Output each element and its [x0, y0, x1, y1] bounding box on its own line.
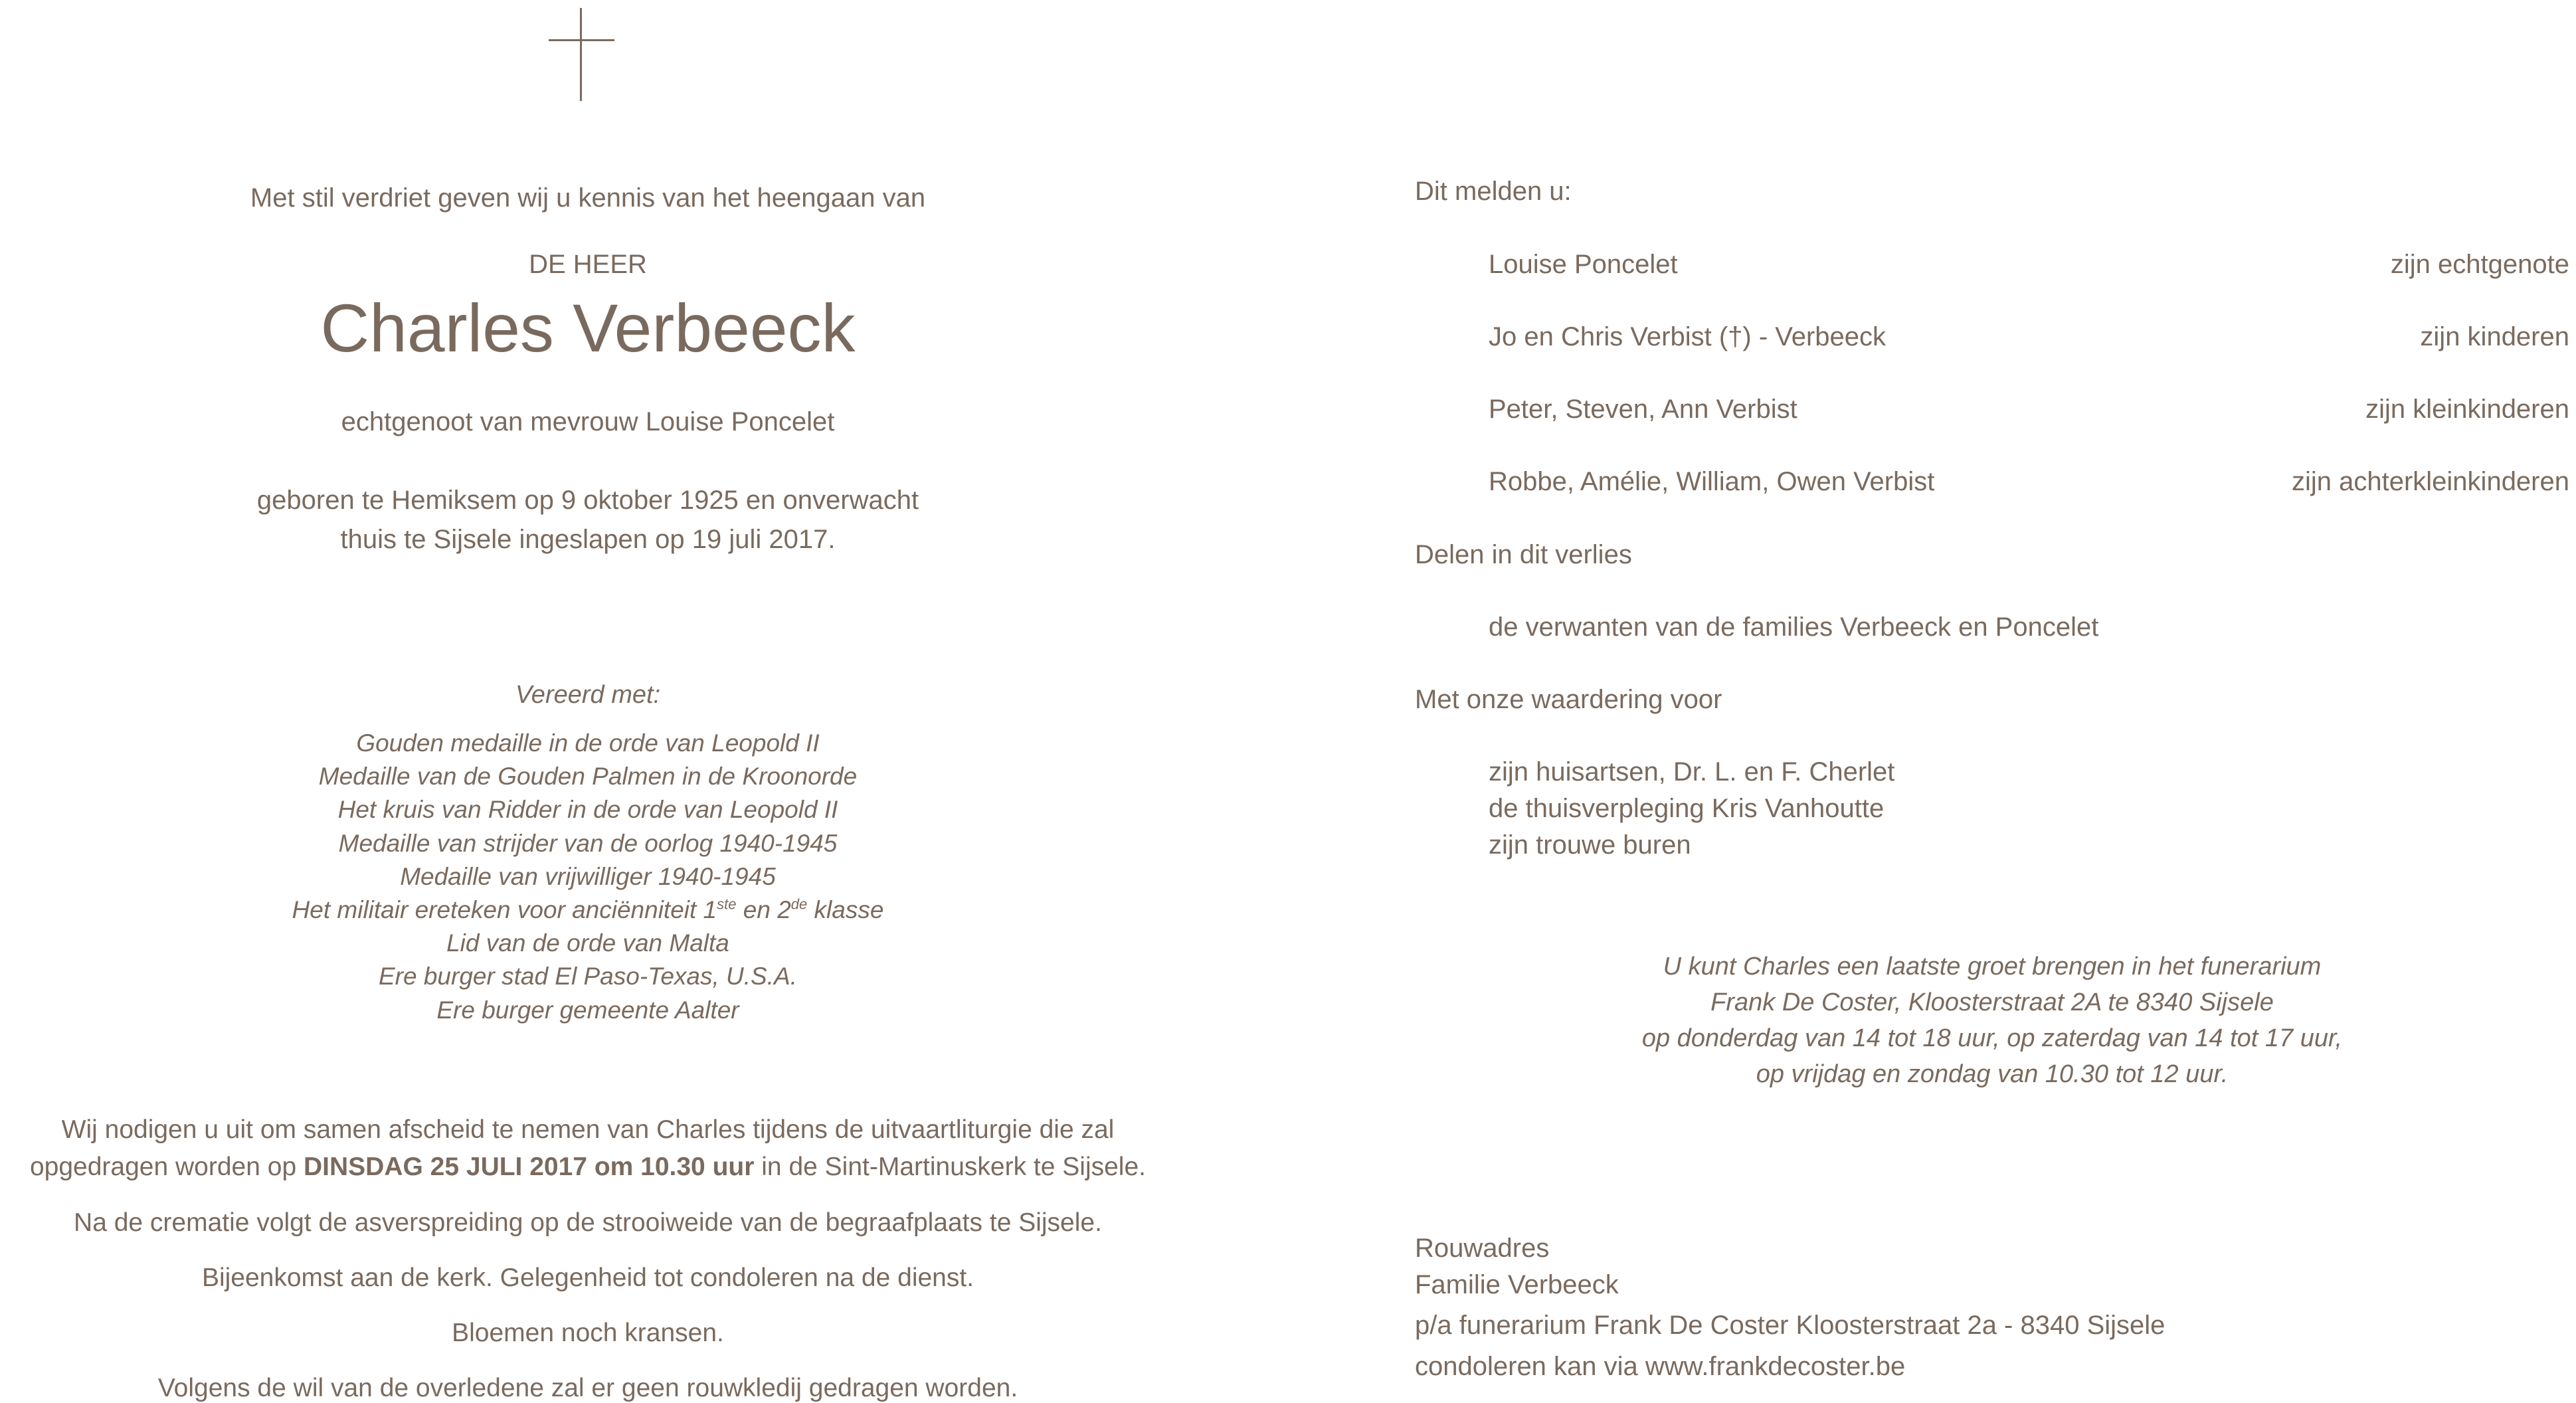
honor-item: Medaille van vrijwilliger 1940-1945	[400, 862, 776, 890]
honors-title: Vereerd met:	[515, 681, 661, 709]
thanks-label: Met onze waardering voor	[1415, 685, 1722, 714]
visitation-info	[1415, 949, 2569, 1092]
visitation-line: Frank De Coster, Kloosterstraat 2A te 8340 Sijsele	[1710, 988, 2274, 1016]
family-name: Peter, Steven, Ann Verbist	[1489, 395, 1797, 424]
address-street: p/a funerarium Frank De Coster Kloosterstraat 2a - 8340 Sijsele	[1415, 1311, 2165, 1340]
salutation: DE HEER	[529, 250, 647, 279]
honor-item: Lid van de orde van Malta	[446, 929, 729, 957]
intro-text: Met stil verdriet geven wij u kennis van het heengaan van	[250, 183, 926, 213]
share-text: de verwanten van de families Verbeeck en Poncelet	[1489, 612, 2099, 642]
cross-horizontal-bar	[549, 39, 614, 41]
invite-line-2: opgedragen worden op DINSDAG 25 JULI 2017 om 10.30 uur in de Sint-Martinuskerk te Sijsele.	[29, 1153, 1146, 1181]
invite-line-1: Wij nodigen u uit om samen afscheid te nemen van Charles tijdens de uitvaartliturgie die zal	[61, 1115, 1115, 1144]
honor-item: Ere burger gemeente Aalter	[436, 996, 739, 1024]
spouse-line: echtgenoot van mevrouw Louise Poncelet	[341, 407, 835, 436]
mourning-text: Volgens de wil van de overledene zal er geen rouwkledij gedragen worden.	[157, 1374, 1018, 1402]
flowers-text: Bloemen noch kransen.	[452, 1319, 724, 1347]
visitation-line: op vrijdag en zondag van 10.30 tot 12 uur.	[1756, 1060, 2229, 1088]
thanks-item: zijn trouwe buren	[1489, 830, 1691, 860]
gathering-text: Bijeenkomst aan de kerk. Gelegenheid tot condoleren na de dienst.	[201, 1263, 974, 1292]
share-label: Delen in dit verlies	[1415, 540, 1632, 569]
thanks-item: zijn huisartsen, Dr. L. en F. Cherlet	[1489, 757, 1895, 787]
family-relation: zijn kleinkinderen	[2365, 395, 2569, 424]
honor-item: Ere burger stad El Paso-Texas, U.S.A.	[379, 963, 797, 990]
funeral-date: DINSDAG 25 JULI 2017 om 10.30 uur	[303, 1153, 755, 1181]
thanks-item: de thuisverpleging Kris Vanhoutte	[1489, 794, 1885, 823]
family-name: Robbe, Amélie, William, Owen Verbist	[1489, 467, 1935, 496]
honors-list	[0, 727, 1176, 1027]
announce-label: Dit melden u:	[1415, 177, 1572, 206]
address-label: Rouwadres	[1415, 1234, 1550, 1263]
condolence-link[interactable]: condoleren kan via www.frankdecoster.be	[1415, 1352, 1906, 1381]
honor-item: Gouden medaille in de orde van Leopold II	[356, 729, 820, 757]
family-name: Jo en Chris Verbist (†) - Verbeeck	[1489, 322, 1886, 351]
visitation-line: U kunt Charles een laatste groet brengen in het funerarium	[1663, 953, 2322, 981]
birth-line-2: thuis te Sijsele ingeslapen op 19 juli 2017.	[340, 525, 836, 554]
cremation-text: Na de crematie volgt de asverspreiding op de strooiweide van de begraafplaats te Sijsele.	[74, 1208, 1102, 1237]
family-relation: zijn achterkleinkinderen	[2291, 467, 2569, 496]
address-family: Familie Verbeeck	[1415, 1270, 1619, 1299]
honor-item: Medaille van strijder van de oorlog 1940-1945	[338, 829, 838, 857]
family-relation: zijn echtgenote	[2390, 250, 2569, 279]
honor-item: Medaille van de Gouden Palmen in de Kroonorde	[318, 763, 858, 791]
deceased-name: Charles Verbeeck	[320, 290, 856, 366]
cross-vertical-bar	[580, 8, 582, 101]
visitation-line: op donderdag van 14 tot 18 uur, op zaterdag van 14 tot 17 uur,	[1641, 1024, 2343, 1052]
honor-item: Het kruis van Ridder in de orde van Leopold II	[337, 796, 838, 824]
birth-line-1: geboren te Hemiksem op 9 oktober 1925 en onverwacht	[256, 486, 919, 515]
family-relation: zijn kinderen	[2420, 322, 2569, 351]
honor-item-military: Het militair ereteken voor anciënniteit 1ste en 2de klasse	[292, 895, 884, 924]
family-name: Louise Poncelet	[1489, 250, 1678, 279]
